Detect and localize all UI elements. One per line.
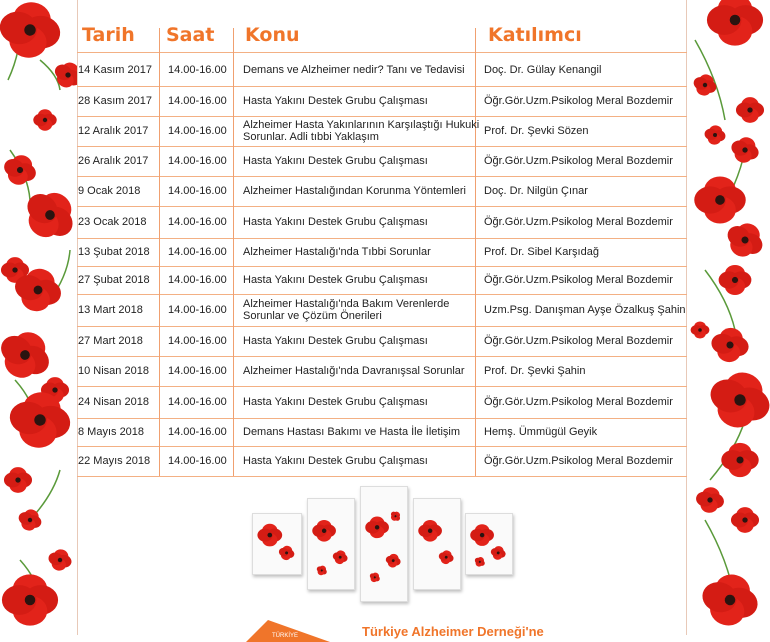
poppy-canvas-wall-art: [252, 486, 514, 604]
table-row: [77, 446, 687, 476]
row-date: 10 Nisan 2018: [78, 365, 149, 377]
row-time: 14.00-16.00: [168, 185, 227, 197]
table-row: [77, 54, 687, 86]
row-topic: Alzheimer Hastalığından Korunma Yöntemleri: [243, 185, 466, 197]
row-speaker: Prof. Dr. Sibel Karşıdağ: [484, 246, 599, 258]
row-topic: Alzheimer Hastalığı'nda Davranışsal Sorunlar: [243, 365, 465, 377]
row-topic: Hasta Yakını Destek Grubu Çalışması: [243, 335, 428, 347]
poppy-border-left: [0, 0, 80, 635]
row-date: 27 Mart 2018: [78, 335, 143, 347]
row-topic: Demans ve Alzheimer nedir? Tanı ve Tedavisi: [243, 64, 465, 76]
canvas-panel-3: [360, 486, 408, 602]
table-row: [77, 146, 687, 176]
table-row: [77, 294, 687, 326]
poppy-panel-image: [466, 514, 512, 574]
table-row: [77, 206, 687, 238]
row-time: 14.00-16.00: [168, 274, 227, 286]
poppy-panel-image: [308, 499, 354, 589]
row-time: 14.00-16.00: [168, 216, 227, 228]
row-date: 28 Kasım 2017: [78, 95, 152, 107]
row-topic: Demans Hastası Bakımı ve Hasta İle İletişim: [243, 426, 461, 438]
row-speaker: Öğr.Gör.Uzm.Psikolog Meral Bozdemir: [484, 95, 673, 107]
canvas-panel-1: [252, 513, 302, 575]
row-topic: Alzheimer Hastalığı'nda Tıbbi Sorunlar: [243, 246, 431, 258]
row-time: 14.00-16.00: [168, 365, 227, 377]
table-row: [77, 86, 687, 116]
canvas-panel-4: [413, 498, 461, 590]
row-time: 14.00-16.00: [168, 335, 227, 347]
header-topic: Konu: [245, 24, 300, 46]
row-speaker: Öğr.Gör.Uzm.Psikolog Meral Bozdemir: [484, 274, 673, 286]
poppy-panel-image: [414, 499, 460, 589]
row-date: 27 Şubat 2018: [78, 274, 150, 286]
footer-organization-text: Türkiye Alzheimer Derneği'ne: [362, 624, 544, 639]
row-date: 24 Nisan 2018: [78, 396, 149, 408]
row-topic: Alzheimer Hasta Yakınlarının Karşılaştığı Hukuki Sorunlar. Adli tıbbi Yaklaşım: [243, 119, 480, 143]
header-date: Tarih: [82, 24, 135, 46]
row-time: 14.00-16.00: [168, 396, 227, 408]
poppy-border-right: [685, 0, 770, 635]
table-row-divider: [77, 52, 687, 53]
row-date: 23 Ocak 2018: [78, 216, 147, 228]
header-speaker: Katılımcı: [488, 24, 582, 46]
row-speaker: Öğr.Gör.Uzm.Psikolog Meral Bozdemir: [484, 155, 673, 167]
table-row-divider: [77, 476, 687, 477]
row-date: 9 Ocak 2018: [78, 185, 141, 197]
row-time: 14.00-16.00: [168, 455, 227, 467]
poppy-flowers-left-image: [0, 0, 80, 635]
row-date: 12 Aralık 2017: [78, 125, 149, 137]
row-date: 13 Şubat 2018: [78, 246, 150, 258]
table-row: [77, 266, 687, 294]
row-time: 14.00-16.00: [168, 304, 227, 316]
table-row: [77, 326, 687, 356]
row-topic: Hasta Yakını Destek Grubu Çalışması: [243, 455, 428, 467]
row-speaker: Uzm.Psg. Danışman Ayşe Özalkuş Şahin: [484, 304, 686, 316]
poppy-panel-image: [253, 514, 301, 574]
row-speaker: Öğr.Gör.Uzm.Psikolog Meral Bozdemir: [484, 455, 673, 467]
row-speaker: Prof. Dr. Şevki Şahin: [484, 365, 586, 377]
row-topic: Hasta Yakını Destek Grubu Çalışması: [243, 155, 428, 167]
table-row: [77, 176, 687, 206]
row-time: 14.00-16.00: [168, 426, 227, 438]
canvas-panel-5: [465, 513, 513, 575]
row-speaker: Hemş. Ümmügül Geyik: [484, 426, 598, 438]
poppy-flowers-right-image: [685, 0, 770, 635]
row-date: 13 Mart 2018: [78, 304, 143, 316]
row-topic: Hasta Yakını Destek Grubu Çalışması: [243, 396, 428, 408]
row-speaker: Prof. Dr. Şevki Sözen: [484, 125, 589, 137]
table-row: [77, 238, 687, 266]
row-date: 26 Aralık 2017: [78, 155, 149, 167]
row-time: 14.00-16.00: [168, 125, 227, 137]
row-topic: Hasta Yakını Destek Grubu Çalışması: [243, 216, 428, 228]
table-row: [77, 386, 687, 418]
row-time: 14.00-16.00: [168, 95, 227, 107]
row-date: 22 Mayıs 2018: [78, 455, 151, 467]
svg-text:TÜRKİYE: TÜRKİYE: [272, 633, 299, 639]
logo-shape-icon: [238, 612, 330, 642]
canvas-panel-2: [307, 498, 355, 590]
row-topic: Alzheimer Hastalığı'nda Bakım Verenlerde Sorunlar ve Çözüm Önerileri: [243, 298, 450, 322]
row-topic: Hasta Yakını Destek Grubu Çalışması: [243, 95, 428, 107]
table-row: [77, 418, 687, 446]
row-speaker: Doç. Dr. Gülay Kenangil: [484, 64, 602, 76]
table-row: [77, 356, 687, 386]
row-speaker: Öğr.Gör.Uzm.Psikolog Meral Bozdemir: [484, 335, 673, 347]
header-time: Saat: [166, 24, 215, 46]
poppy-panel-image: [361, 487, 407, 601]
row-topic: Hasta Yakını Destek Grubu Çalışması: [243, 274, 428, 286]
row-speaker: Öğr.Gör.Uzm.Psikolog Meral Bozdemir: [484, 216, 673, 228]
row-date: 14 Kasım 2017: [78, 64, 152, 76]
row-speaker: Öğr.Gör.Uzm.Psikolog Meral Bozdemir: [484, 396, 673, 408]
row-time: 14.00-16.00: [168, 246, 227, 258]
table-header: [77, 18, 687, 54]
row-date: 8 Mayıs 2018: [78, 426, 145, 438]
table-row: [77, 116, 687, 146]
row-speaker: Doç. Dr. Nilgün Çınar: [484, 185, 588, 197]
row-time: 14.00-16.00: [168, 64, 227, 76]
row-time: 14.00-16.00: [168, 155, 227, 167]
